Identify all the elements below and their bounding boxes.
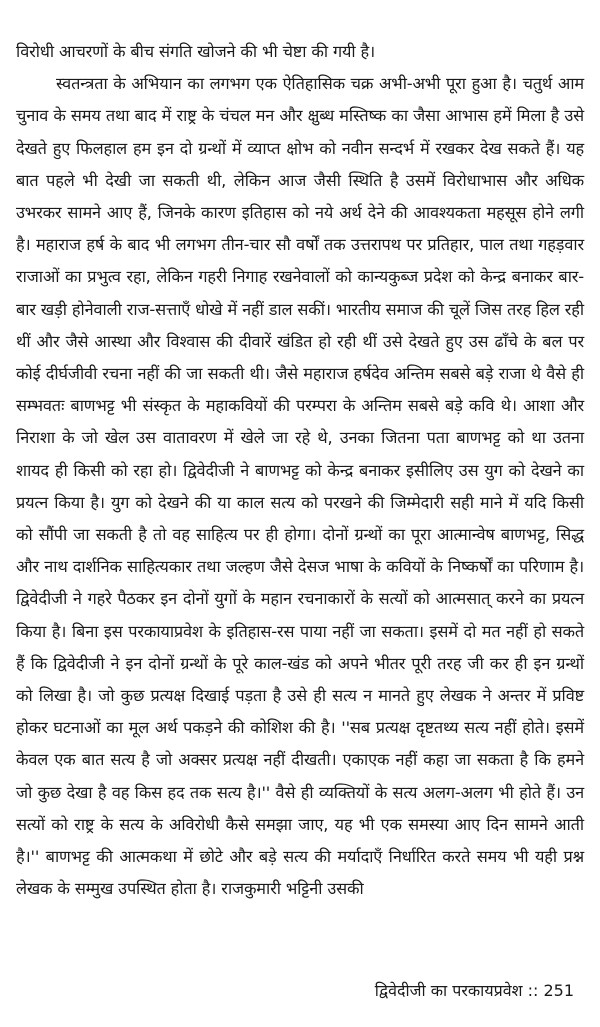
page-footer [375,980,574,1002]
running-title: द्विवेदीजी का परकायप्रवेश :: [374,981,539,1000]
paragraph-continuation: विरोधी आचरणों के बीच संगति खोजने की भी चेष्टा की गयी है। [16,42,376,61]
page-number: 251 [543,981,574,1000]
body-text [16,36,584,905]
paragraph-main: स्वतन्त्रता के अभियान का लगभग एक ऐतिहासिक चक्र अभी-अभी पूरा हुआ है। चतुर्थ आम चुनाव के समय तथा बाद में राष्ट्र के चंचल मन और क्षुब्ध मस्तिष्क का जैसा आभास हमें मिला है उसे देखते हुए फिलहाल हम इन दो ग्रन्थों में व्याप्त क्षोभ को नवीन सन्दर्भ में रखकर देख सकते हैं। यह बात पहले भी देखी जा सकती थी, लेकिन आज जैसी स्थिति है उसमें विरोधाभास और अधिक उभरकर सामने आए हैं, जिनके कारण इतिहास को नये अर्थ देने की आवश्यकता महसूस होने लगी है। महाराज हर्ष के बाद भी लगभग तीन-चार सौ वर्षों तक उत्तरापथ पर प्रतिहार, पाल तथा गहड़वार राजाओं का प्रभुत्व रहा, लेकिन गहरी निगाह रखनेवालों को कान्यकुब्ज प्रदेश को केन्द्र बनाकर बार-बार खड़ी होनेवाली राज-सत्ताएँ धोखे में नहीं डाल सकीं। भारतीय समाज की चूलें जिस तरह हिल रही थीं और जैसे आस्था और विश्वास की दीवारें खंडित हो रही थीं उसे देखते हुए उस ढाँचे के बल पर कोई दीर्घजीवी रचना नहीं की जा सकती थी। जैसे महाराज हर्षदेव अन्तिम सबसे बड़े राजा थे वैसे ही सम्भवतः बाणभट्ट भी संस्कृत के महाकवियों की परम्परा के अन्तिम सबसे बड़े कवि थे। आशा और निराशा के जो खेल उस वातावरण में खेले जा रहे थे, उनका जितना पता बाणभट्ट को था उतना शायद ही किसी को रहा हो। द्विवेदीजी ने बाणभट्ट को केन्द्र बनाकर इसीलिए उस युग को देखने का प्रयत्न किया है। युग को देखने की या काल सत्य को परखने की जिम्मेदारी सही माने में यदि किसी को सौंपी जा सकती है तो वह साहित्य पर ही होगा। दोनों ग्रन्थों का पूरा आत्मान्वेष बाणभट्ट, सिद्ध और नाथ दार्शनिक साहित्यकार तथा जल्हण जैसे देसज भाषा के कवियों के निष्कर्षों का परिणाम है। द्विवेदीजी ने गहरे पैठकर इन दोनों युगों के महान रचनाकारों के सत्यों को आत्मसात् करने का प्रयत्न किया है। बिना इस परकायाप्रवेश के इतिहास-रस पाया नहीं जा सकता। इसमें दो मत नहीं हो सकते हैं कि द्विवेदीजी ने इन दोनों ग्रन्थों के पूरे काल-खंड को अपने भीतर पूरी तरह जी कर ही इन ग्रन्थों को लिखा है। जो कुछ प्रत्यक्ष दिखाई पड़ता है उसे ही सत्य न मानते हुए लेखक ने अन्तर में प्रविष्ट होकर घटनाओं का मूल अर्थ पकड़ने की कोशिश की है। ''सब प्रत्यक्ष दृष्टतथ्य सत्य नहीं होते। इसमें केवल एक बात सत्य है जो अक्सर प्रत्यक्ष नहीं दीखती। एकाएक नहीं कहा जा सकता है कि हमने जो कुछ देखा है वह किस हद तक सत्य है।'' वैसे ही व्यक्तियों के सत्य अलग-अलग भी होते हैं। उन सत्यों को राष्ट्र के सत्य के अविरोधी कैसे समझा जाए, यह भी एक समस्या आए दिन सामने आती है।'' बाणभट्ट की आत्मकथा में छोटे और बड़े सत्य की मर्यादाएँ निर्धारित करते समय भी यही प्रश्न लेखक के सम्मुख उपस्थित होता है। राजकुमारी भट्टिनी उसकी [16,74,584,899]
